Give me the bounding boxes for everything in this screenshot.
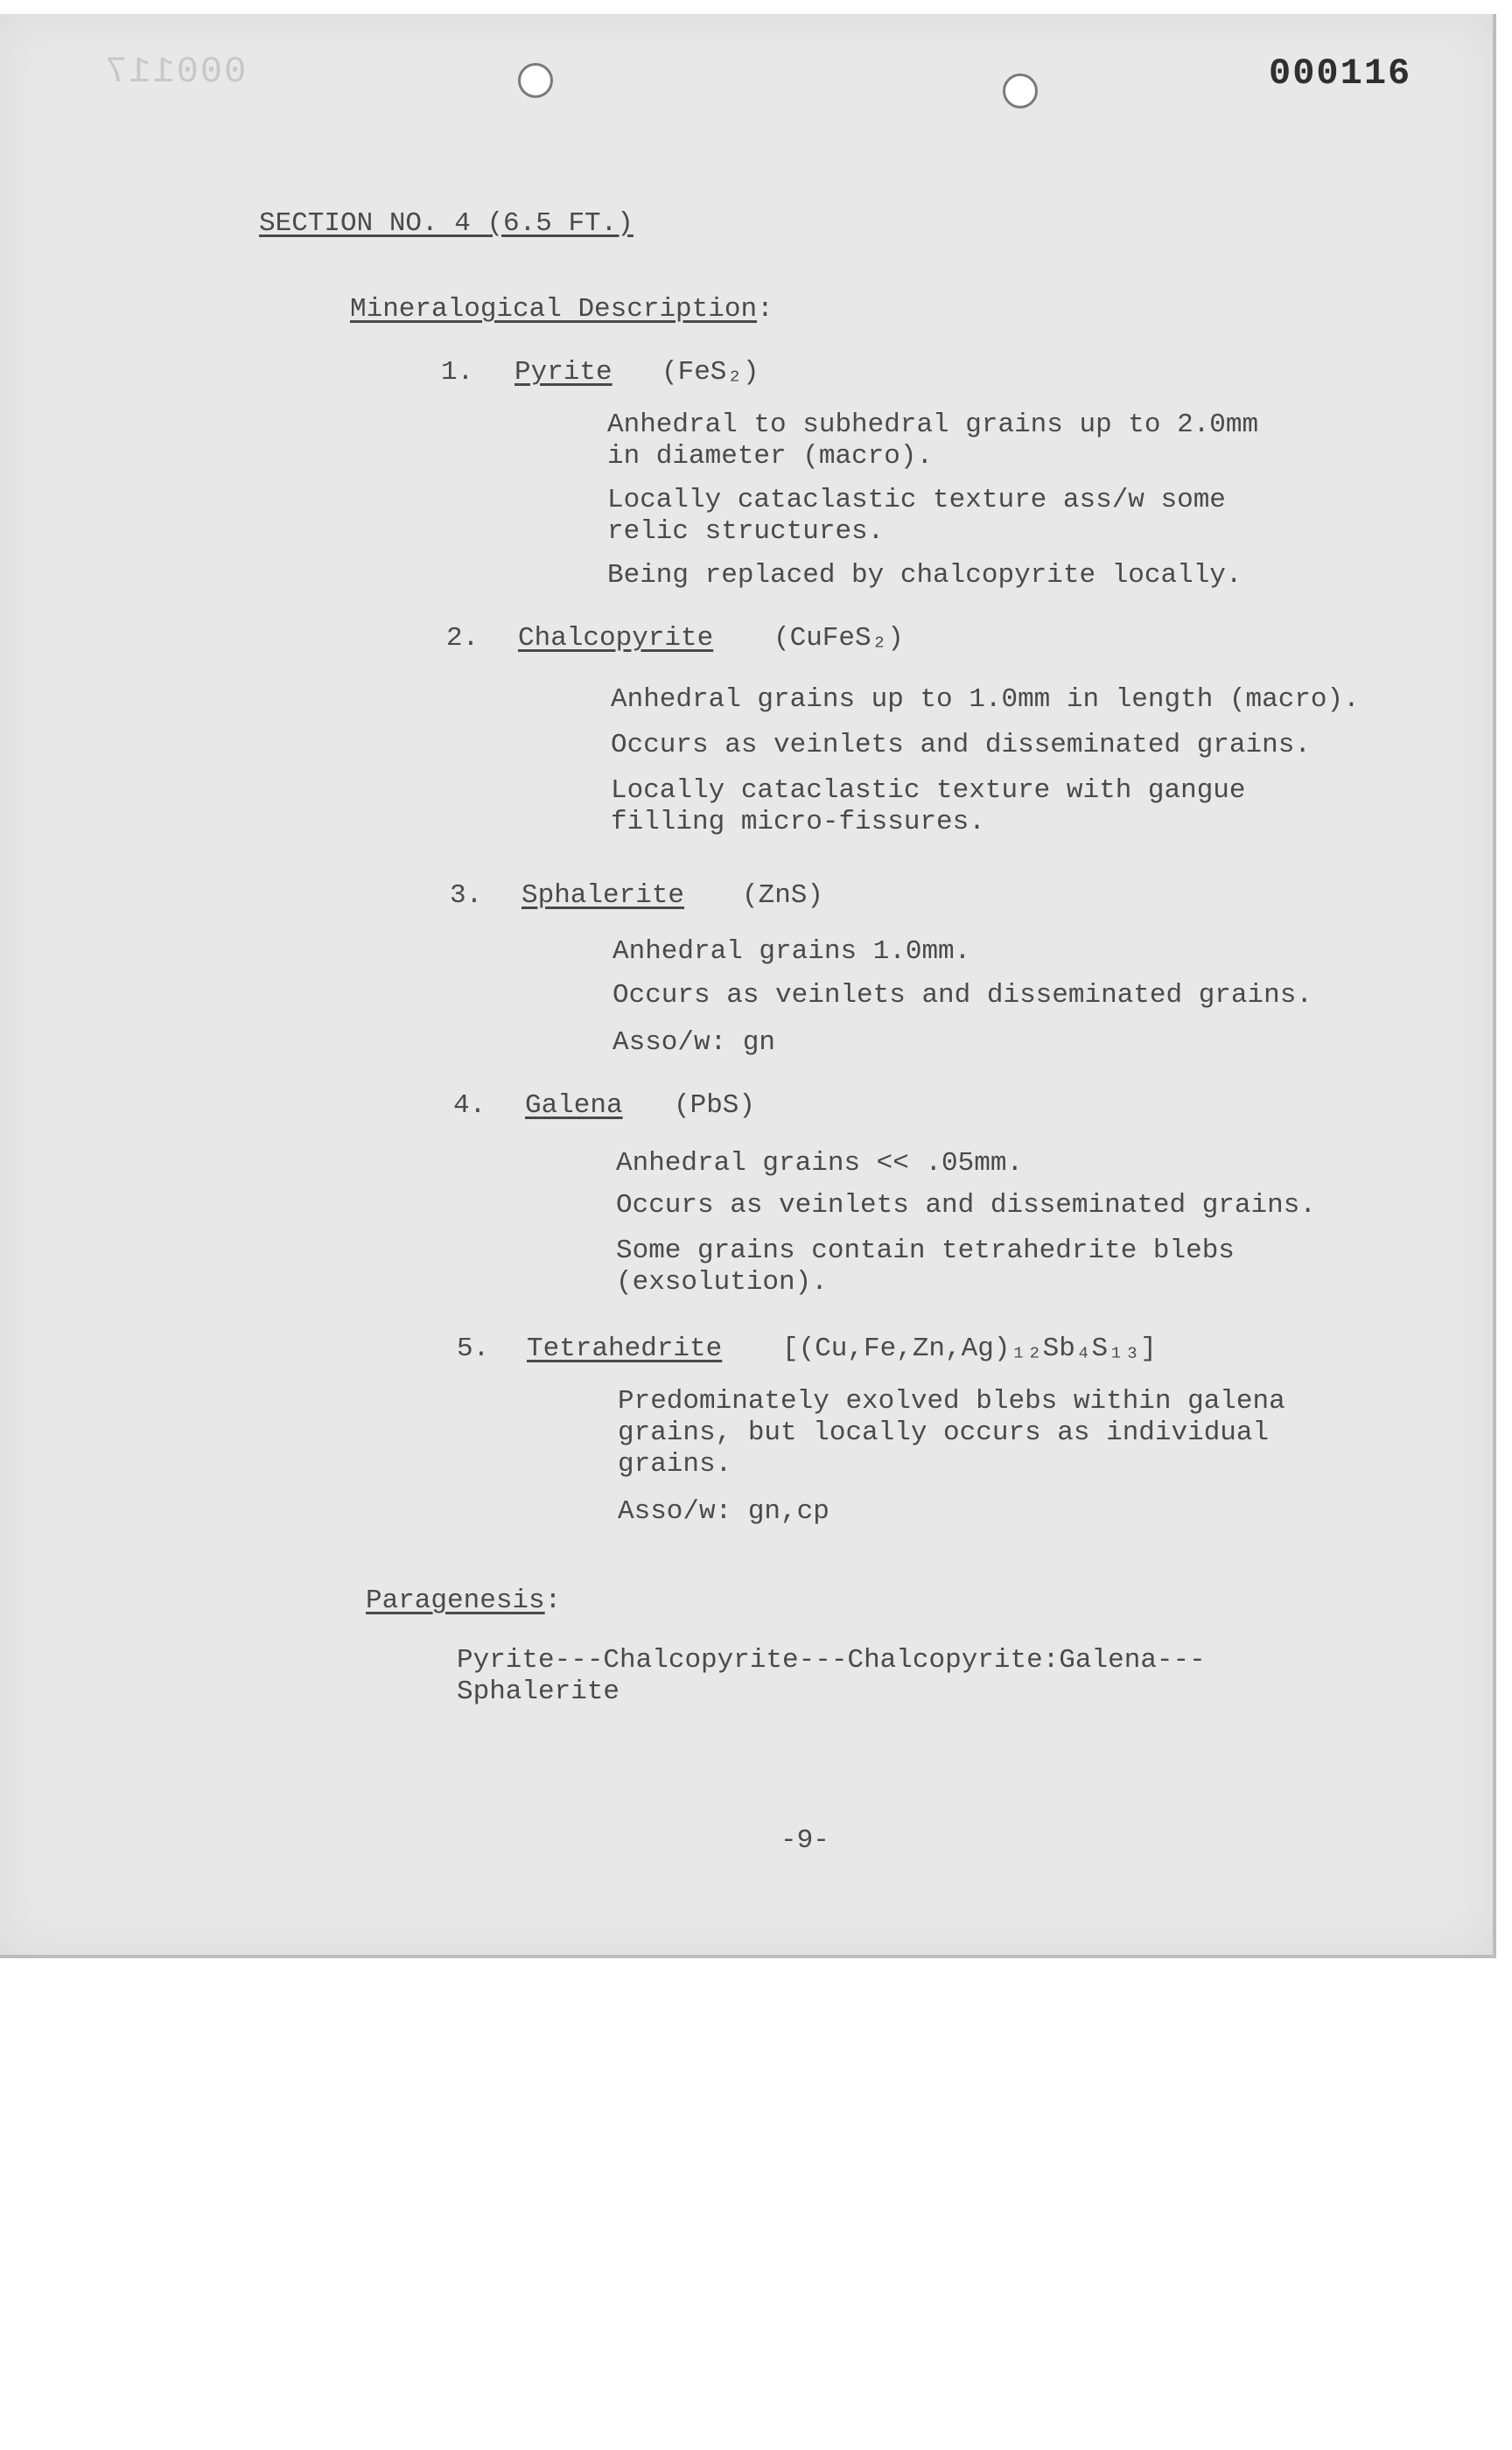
paragenesis-line: Pyrite---Chalcopyrite---Chalcopyrite:Galena--- [457, 1645, 1206, 1676]
mineral-5-line: grains, but locally occurs as individual [618, 1418, 1270, 1448]
mineralogical-heading: Mineralogical Description: [350, 294, 774, 325]
mineral-3-number: 3. [450, 880, 483, 911]
mineral-1-name: Pyrite [514, 357, 612, 388]
mineral-2-name: Chalcopyrite [518, 623, 714, 654]
mineral-5-formula: [(Cu,Fe,Zn,Ag)₁₂Sb₄S₁₃] [782, 1334, 1157, 1364]
ghost-document-number: 000117 [103, 51, 247, 93]
punch-hole-left [518, 63, 553, 98]
mineral-3-line: Anhedral grains 1.0mm. [612, 936, 971, 967]
document-page [0, 14, 1496, 1958]
mineral-1-line: Anhedral to subhedral grains up to 2.0mm [607, 410, 1259, 440]
mineral-5-line: grains. [618, 1449, 732, 1480]
mineral-1-number: 1. [441, 357, 474, 388]
mineral-1-line: Locally cataclastic texture ass/w some [607, 485, 1226, 515]
page-number: -9- [780, 1825, 830, 1856]
mineral-2-formula: (CuFeS₂) [774, 623, 904, 654]
punch-hole-right [1003, 74, 1038, 108]
mineral-2-line: Locally cataclastic texture with gangue [611, 775, 1246, 806]
document-number: 000116 [1269, 52, 1412, 94]
mineral-5-name: Tetrahedrite [527, 1334, 723, 1364]
paragenesis-line: Sphalerite [457, 1676, 620, 1707]
section-heading: SECTION NO. 4 (6.5 FT.) [259, 208, 634, 239]
mineral-3-name: Sphalerite [522, 880, 685, 911]
mineral-4-name: Galena [525, 1090, 623, 1121]
mineral-4-formula: (PbS) [674, 1090, 756, 1121]
mineral-3-line: Occurs as veinlets and disseminated grains. [612, 980, 1312, 1011]
mineral-4-line: Some grains contain tetrahedrite blebs [616, 1236, 1235, 1266]
mineral-2-line: Anhedral grains up to 1.0mm in length (macro). [611, 684, 1360, 715]
mineral-4-line: (exsolution). [616, 1267, 828, 1298]
mineral-1-line: Being replaced by chalcopyrite locally. [607, 560, 1242, 591]
mineral-5-number: 5. [457, 1334, 490, 1364]
mineral-3-formula: (ZnS) [742, 880, 824, 911]
mineral-1-line: relic structures. [607, 516, 885, 547]
mineral-5-line: Predominately exolved blebs within galena [618, 1386, 1285, 1417]
mineral-4-line: Anhedral grains << .05mm. [616, 1148, 1024, 1179]
mineral-2-line: filling micro-fissures. [611, 807, 985, 837]
paragenesis-heading: Paragenesis: [366, 1586, 562, 1616]
mineral-2-line: Occurs as veinlets and disseminated grains. [611, 730, 1311, 760]
mineral-3-line: Asso/w: gn [612, 1027, 776, 1058]
mineral-4-number: 4. [453, 1090, 486, 1121]
mineral-1-line: in diameter (macro). [607, 441, 934, 472]
mineral-4-line: Occurs as veinlets and disseminated grains. [616, 1190, 1316, 1221]
mineral-1-formula: (FeS₂) [662, 357, 760, 388]
mineral-5-line: Asso/w: gn,cp [618, 1496, 830, 1527]
mineral-2-number: 2. [446, 623, 480, 654]
